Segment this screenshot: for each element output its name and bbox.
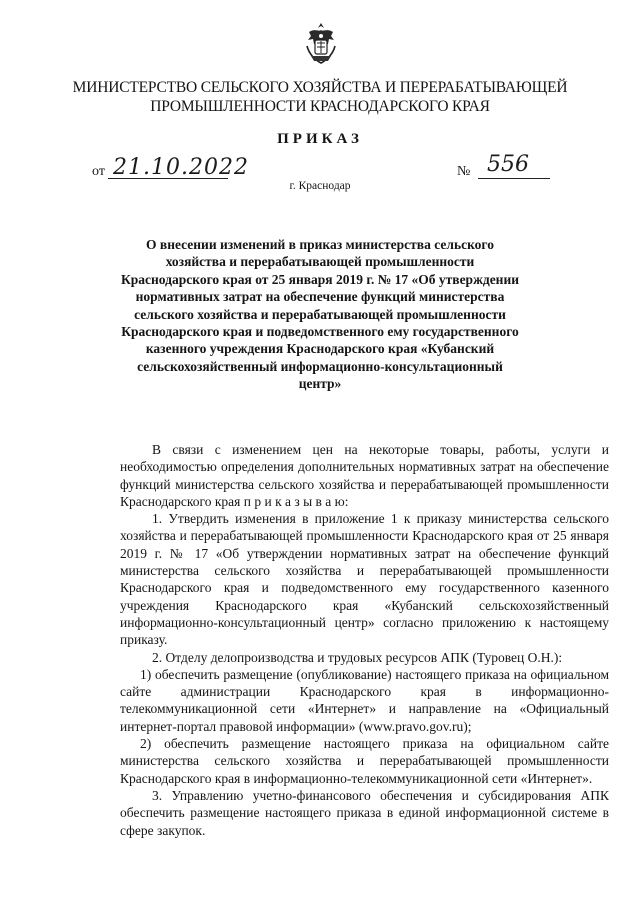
city: г. Краснодар <box>289 180 351 192</box>
ministry-name-line-1: МИНИСТЕРСТВО СЕЛЬСКОГО ХОЗЯЙСТВА И ПЕРЕРАБАТЫВАЮЩЕЙ <box>72 79 568 96</box>
paragraph-preamble: В связи с изменением цен на некоторые товары, работы, услуги и необходимостью определения дополнительных нормативных затрат на обеспечение функций министерства сельского хозяйства и перерабатывающей промышленности Краснодарского края п р и к а з ы в а ю: <box>120 442 609 509</box>
coat-of-arms-emblem <box>301 20 341 66</box>
paragraph-item-1: 1. Утвердить изменения в приложение 1 к приказу министерства сельского хозяйства и перерабатывающей промышленности Краснодарского края от 25 января 2019 г. № 17 «Об утверждении нормативных затрат на обеспечение функций министерства сельского хозяйства и перерабатывающей промышленности Краснодарского края и подведомственного ему государственного казенного учреждения Краснодарского края «Кубанский сельскохозяйственный информационно-консультационный центр» согласно приложению к настоящему приказу. <box>120 511 609 648</box>
number-label: № <box>457 164 471 179</box>
paragraph-item-2: 2. Отделу делопроизводства и трудовых ресурсов АПК (Туровец О.Н.): <box>152 649 563 665</box>
document-type-heading: ПРИКАЗ <box>277 131 363 147</box>
order-number: 556 <box>487 152 529 177</box>
paragraph-item-3: 3. Управлению учетно-финансового обеспечения и субсидирования АПК обеспечить размещение настоящего приказа в единой информационной системе в сфере закупок. <box>120 787 609 838</box>
order-title: О внесении изменений в приказ министерства сельского хозяйства и перерабатывающей промышленности Краснодарского края от 25 января 2019 г. № 17 «Об утверждении нормативных затрат на обеспечение функций министерства сельского хозяйства и перерабатывающей промышленности Краснодарского края и подведомственного ему государственного казенного учреждения Краснодарского края «Кубанский сельскохозяйственный информационно-консультационный центр» <box>120 237 520 392</box>
paragraph-item-2-2: 2) обеспечить размещение настоящего приказа на официальном сайте министерства сельского хозяйства и перерабатывающей промышленности Краснодарского края в информационно-телекоммуникационной сети «Интернет». <box>120 736 609 786</box>
order-date: 21.10.2022 <box>113 155 249 180</box>
ministry-name-line-2: ПРОМЫШЛЕННОСТИ КРАСНОДАРСКОГО КРАЯ <box>150 98 490 115</box>
ministry-name <box>60 78 580 116</box>
order-body <box>120 441 609 839</box>
paragraph-item-2-1: 1) обеспечить размещение (опубликование) настоящего приказа на официальном сайте администрации Краснодарского края в информационно-телекоммуникационной сети «Интернет» и направление на «Официальный интернет-портал правовой информации» (www.pravo.gov.ru); <box>120 666 609 734</box>
number-underline <box>478 178 550 179</box>
date-label: от <box>92 164 105 179</box>
